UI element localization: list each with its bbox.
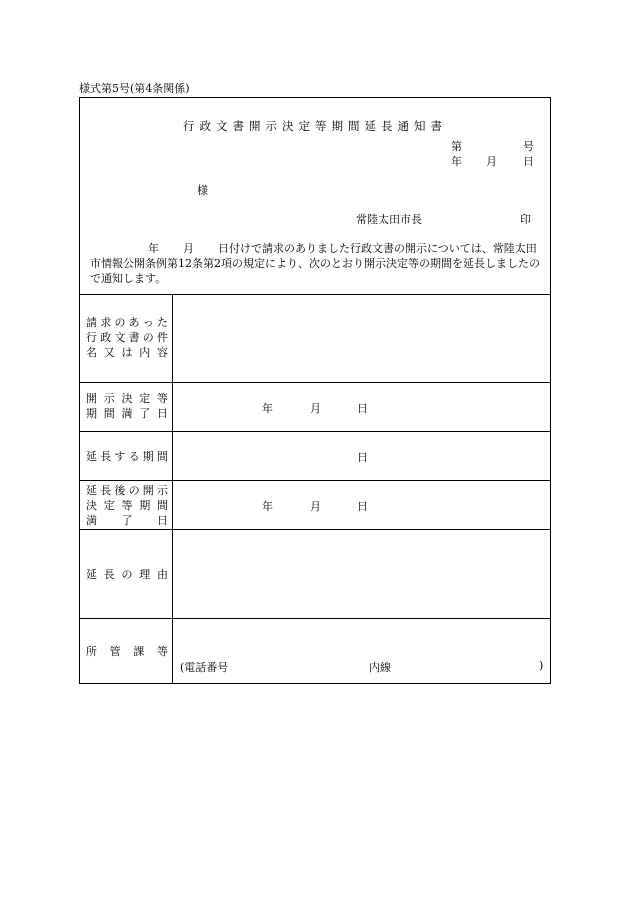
subject-label-line: 請求のあった [86,316,168,329]
intro-text: 日付けで請求のありました行政文書の開示については、常陸太田市情報公開条例第12条第2項の規定により、次のとおり開示決定等の期間を延長しましたので通知します。 [90,242,540,285]
extension-day: 日 [357,451,368,464]
number-prefix: 第 [451,140,462,153]
subject-label-line: 名又は内容 [86,346,168,359]
new-deadline-label-line: 決定等期間 [86,499,168,512]
intro-month: 月 [183,242,194,255]
new-deadline-label-line: 延長後の開示 [86,484,168,497]
deadline-label-line: 開示決定等 [86,392,168,405]
department-label: 所管課等 [86,645,168,658]
number-suffix: 号 [523,140,534,153]
extension-label: 延長する期間 [86,450,168,463]
row-subject [80,294,550,382]
reason-label: 延長の理由 [86,568,168,581]
deadline-day: 日 [357,402,368,415]
form-number: 様式第5号(第4条関係) [79,82,190,95]
deadline-label [86,391,168,421]
row-new-deadline [80,480,550,529]
seal-mark: 印 [520,213,531,226]
new-deadline-label [86,483,168,528]
phone-number-label: (電話番号 [180,661,229,674]
deadline-label-line: 期間満了日 [86,407,168,420]
extension-number-label: 内線 [369,661,391,674]
closing-paren: ) [539,659,544,672]
issue-date-year: 年 [451,155,462,168]
row-deadline [80,382,550,431]
document-title: 行政文書開示決定等期間延長通知書 [183,119,447,133]
row-extension [80,431,550,480]
deadline-month: 月 [310,402,321,415]
addressee-suffix: 様 [197,184,208,197]
issuer-name: 常陸太田市長 [356,213,422,226]
new-deadline-month: 月 [310,500,321,513]
notice-form [79,97,551,684]
new-deadline-day: 日 [357,500,368,513]
row-department [80,618,550,684]
new-deadline-label-line: 満了日 [86,514,168,527]
intro-year: 年 [148,242,159,255]
new-deadline-year: 年 [262,500,273,513]
issue-date-day: 日 [523,155,534,168]
row-reason [80,529,550,618]
issue-date-month: 月 [486,155,497,168]
subject-label-line: 行政文書の件 [86,331,168,344]
subject-label [86,315,168,360]
deadline-year: 年 [262,402,273,415]
intro-paragraph [90,241,545,286]
